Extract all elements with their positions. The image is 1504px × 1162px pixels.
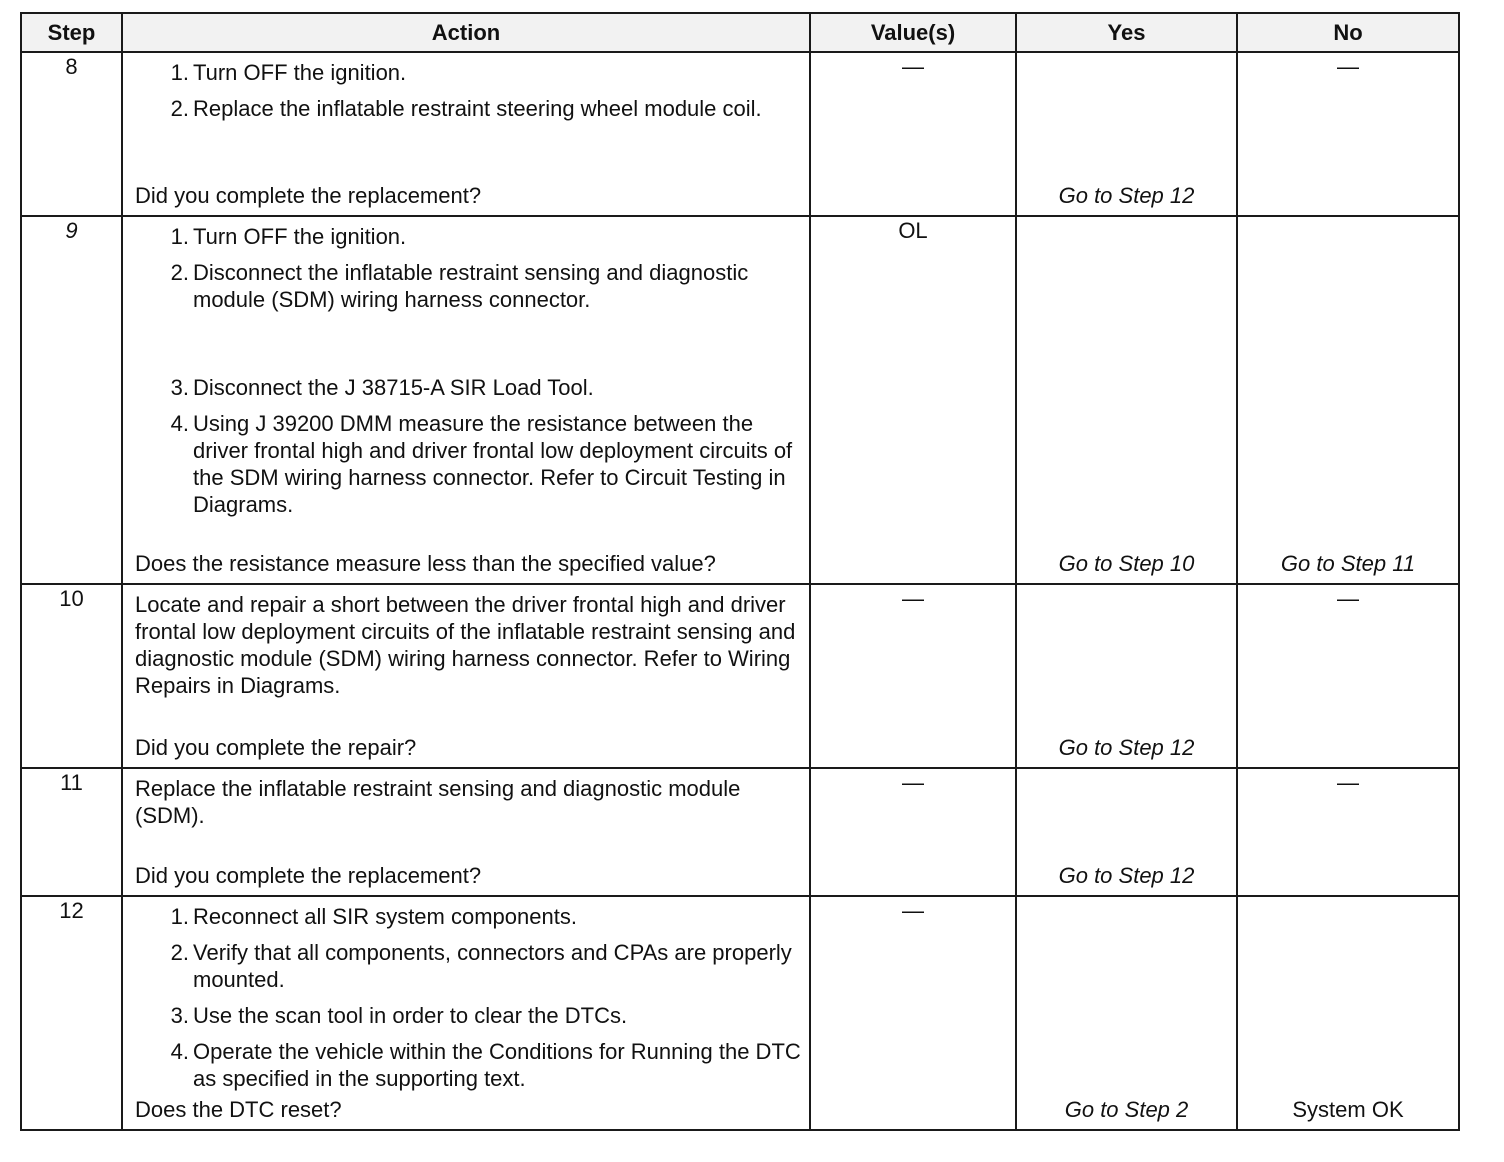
yes-cell xyxy=(1016,896,1237,1130)
list-item: 4. Using J 39200 DMM measure the resistance between the driver frontal high and driver frontal low deployment circuits of the SDM wiring harness connector. Refer to Circuit Testing in Diagrams. xyxy=(170,411,793,517)
action-list xyxy=(135,59,801,122)
yes-text: Go to Step 12 xyxy=(1058,735,1195,760)
step-number: 11 xyxy=(21,768,122,896)
action-cell xyxy=(122,216,810,584)
yes-cell xyxy=(1016,768,1237,896)
yes-text: Go to Step 12 xyxy=(1058,183,1195,208)
action-list xyxy=(135,223,801,518)
header-action: Action xyxy=(122,13,810,52)
no-cell: — xyxy=(1237,584,1459,768)
no-cell xyxy=(1237,896,1459,1130)
action-text: Replace the inflatable restraint sensing and diagnostic module (SDM). xyxy=(135,776,741,828)
yes-text: Go to Step 10 xyxy=(1058,551,1195,576)
value-cell: — xyxy=(810,768,1016,896)
list-item: 3. Disconnect the J 38715-A SIR Load Tool. xyxy=(170,375,594,400)
action-question: Did you complete the replacement? xyxy=(135,183,482,208)
step-number: 9 xyxy=(21,216,122,584)
action-cell xyxy=(122,896,810,1130)
no-cell: — xyxy=(1237,768,1459,896)
header-step: Step xyxy=(21,13,122,52)
yes-text: Go to Step 2 xyxy=(1064,1097,1189,1122)
yes-cell xyxy=(1016,584,1237,768)
header-row xyxy=(21,13,1459,52)
action-cell xyxy=(122,52,810,216)
value-cell: — xyxy=(810,584,1016,768)
table-row xyxy=(21,896,1459,1130)
list-item: 1. Turn OFF the ignition. xyxy=(170,60,407,85)
action-question: Did you complete the replacement? xyxy=(135,863,482,888)
table-row xyxy=(21,768,1459,896)
list-item: 2. Disconnect the inflatable restraint sensing and diagnostic module (SDM) wiring harness connector. xyxy=(170,260,749,312)
list-item: 3. Use the scan tool in order to clear the DTCs. xyxy=(170,1003,628,1028)
value-cell: — xyxy=(810,896,1016,1130)
no-text: System OK xyxy=(1292,1097,1404,1122)
action-cell xyxy=(122,768,810,896)
step-number: 8 xyxy=(21,52,122,216)
value-cell: — xyxy=(810,52,1016,216)
step-number: 10 xyxy=(21,584,122,768)
action-list xyxy=(135,903,801,1092)
list-item: 1. Reconnect all SIR system components. xyxy=(170,904,577,929)
action-cell xyxy=(122,584,810,768)
no-cell xyxy=(1237,216,1459,584)
list-item: 2. Verify that all components, connectors and CPAs are properly mounted. xyxy=(170,940,792,992)
table-row xyxy=(21,584,1459,768)
action-question: Does the resistance measure less than the specified value? xyxy=(135,551,716,576)
value-cell: OL xyxy=(810,216,1016,584)
yes-cell xyxy=(1016,52,1237,216)
diagnostic-table xyxy=(20,12,1460,1131)
table-row xyxy=(21,216,1459,584)
action-text: Locate and repair a short between the driver frontal high and driver frontal low deployment circuits of the inflatable restraint sensing and diagnostic module (SDM) wiring harness connector. Refer to Wiring Repairs in Diagrams. xyxy=(135,592,796,698)
table-row xyxy=(21,52,1459,216)
action-question: Does the DTC reset? xyxy=(135,1097,342,1122)
step-number: 12 xyxy=(21,896,122,1130)
no-cell: — xyxy=(1237,52,1459,216)
action-question: Did you complete the repair? xyxy=(135,735,417,760)
list-item: 1. Turn OFF the ignition. xyxy=(170,224,407,249)
header-no: No xyxy=(1237,13,1459,52)
yes-text: Go to Step 12 xyxy=(1058,863,1195,888)
header-yes: Yes xyxy=(1016,13,1237,52)
yes-cell xyxy=(1016,216,1237,584)
list-item: 4. Operate the vehicle within the Conditions for Running the DTC as specified in the supporting text. xyxy=(170,1039,801,1091)
header-values: Value(s) xyxy=(810,13,1016,52)
no-text: Go to Step 11 xyxy=(1280,551,1416,576)
list-item: 2. Replace the inflatable restraint steering wheel module coil. xyxy=(170,96,762,121)
